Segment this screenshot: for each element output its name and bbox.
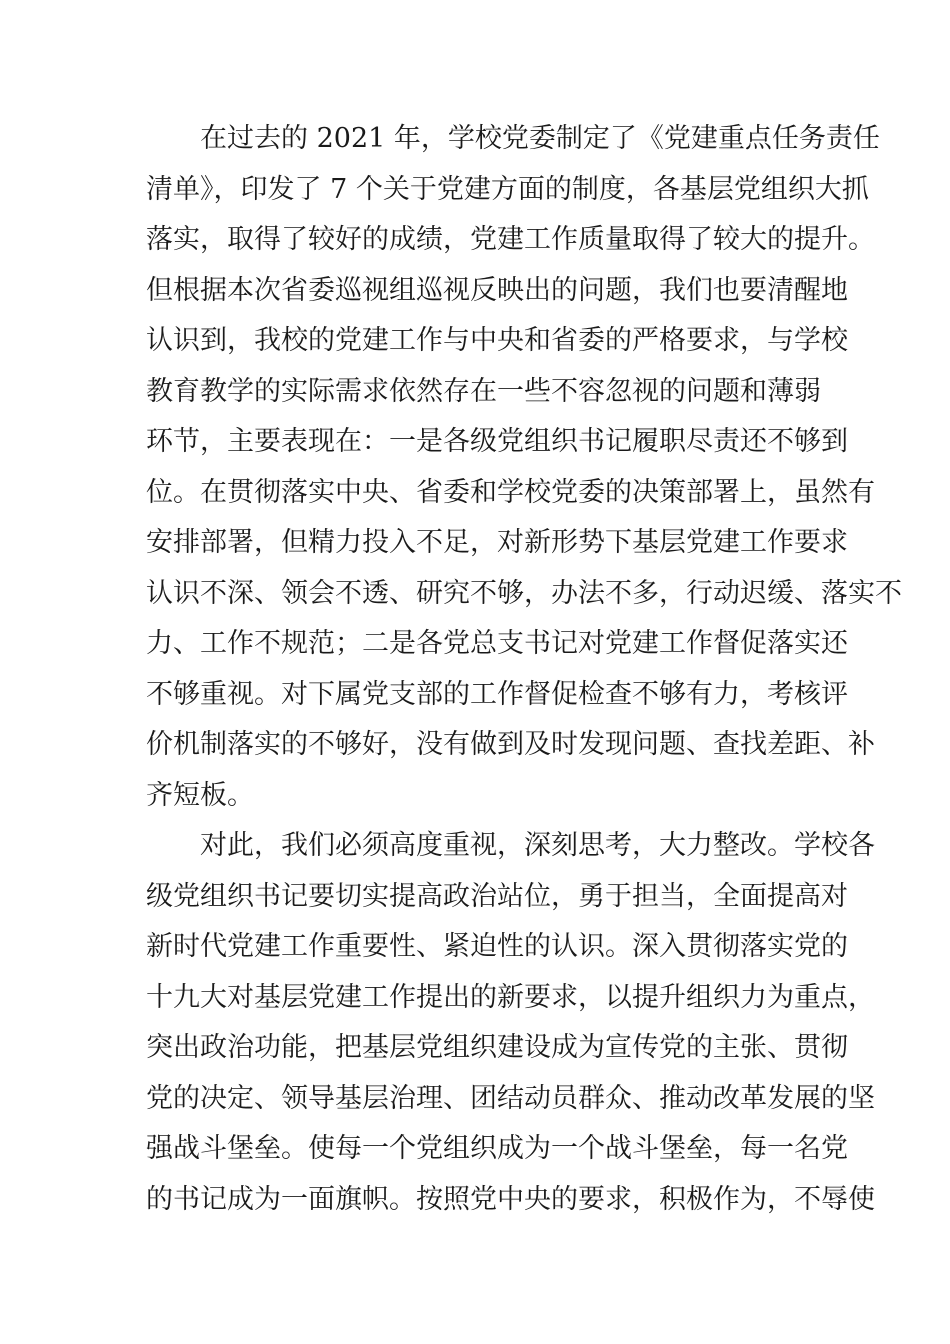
text-line: 齐短板。 bbox=[146, 779, 254, 811]
paragraph-2 bbox=[146, 821, 875, 1225]
text-line: 强战斗堡垒。使每一个党组织成为一个战斗堡垒，每一名党 bbox=[146, 1133, 848, 1164]
text-line: 十九大对基层党建工作提出的新要求，以提升组织力为重点， bbox=[146, 981, 875, 1013]
text-line: 环节，主要表现在：一是各级党组织书记履职尽责还不够到 bbox=[146, 426, 848, 457]
text-line: 新时代党建工作重要性、紧迫性的认识。深入贯彻落实党的 bbox=[146, 931, 848, 962]
text-line: 不够重视。对下属党支部的工作督促检查不够有力，考核评 bbox=[146, 678, 848, 710]
text-line: 突出政治功能，把基层党组织建设成为宣传党的主张、贯彻 bbox=[146, 1032, 848, 1063]
text-line: 认识不深、领会不透、研究不够，办法不多，行动迟缓、落实不 bbox=[146, 577, 902, 609]
text-line: 清单》，印发了 7 个关于党建方面的制度，各基层党组织大抓 bbox=[146, 173, 869, 205]
text-line: 但根据本次省委巡视组巡视反映出的问题，我们也要清醒地 bbox=[146, 274, 848, 306]
text-line: 价机制落实的不够好，没有做到及时发现问题、查找差距、补 bbox=[146, 729, 875, 760]
text-line: 位。在贯彻落实中央、省委和学校党委的决策部署上，虽然有 bbox=[146, 476, 875, 508]
text-line: 教育教学的实际需求依然存在一些不容忽视的问题和薄弱 bbox=[146, 375, 821, 407]
text-line: 在过去的 2021 年，学校党委制定了《党建重点任务责任 bbox=[200, 123, 880, 154]
text-line: 落实，取得了较好的成绩，党建工作质量取得了较大的提升。 bbox=[146, 224, 875, 255]
text-line: 的书记成为一面旗帜。按照党中央的要求，积极作为，不辱使 bbox=[146, 1183, 875, 1215]
text-line: 对此，我们必须高度重视，深刻思考，大力整改。学校各 bbox=[200, 830, 875, 861]
text-line: 认识到，我校的党建工作与中央和省委的严格要求，与学校 bbox=[146, 325, 848, 356]
text-line: 力、工作不规范；二是各党总支书记对党建工作督促落实还 bbox=[146, 628, 848, 659]
text-line: 级党组织书记要切实提高政治站位，勇于担当，全面提高对 bbox=[146, 880, 848, 912]
document-body bbox=[146, 114, 902, 1225]
text-line: 安排部署，但精力投入不足，对新形势下基层党建工作要求 bbox=[146, 527, 848, 558]
paragraph-1 bbox=[146, 114, 902, 821]
text-line: 党的决定、领导基层治理、团结动员群众、推动改革发展的坚 bbox=[146, 1082, 875, 1114]
